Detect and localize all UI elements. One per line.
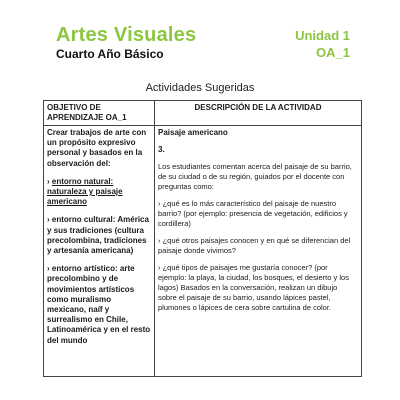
header-left bbox=[56, 24, 196, 61]
description-column-header: DESCRIPCIÓN DE LA ACTIVIDAD bbox=[155, 101, 362, 126]
objective-bullet-cultural: › entorno cultural: América y sus tradiciones (cultura precolombina, tradiciones y artesanía americana) bbox=[47, 215, 149, 256]
description-cell bbox=[155, 126, 362, 377]
objective-bullet-artistic: › entorno artístico: arte precolombino y de movimientos artísticos como muralismo mexicano, naíf y surrealismo en Chile, Latinoamérica y en el resto del mundo bbox=[47, 264, 151, 345]
bullet-marker: › bbox=[47, 176, 52, 186]
document-subtitle: Cuarto Año Básico bbox=[56, 47, 164, 61]
bullet-natural-label: entorno natural: naturaleza y paisaje americano bbox=[47, 176, 123, 207]
table-row bbox=[44, 126, 362, 377]
activity-number: 3. bbox=[158, 145, 165, 154]
header-right bbox=[295, 27, 350, 61]
objective-intro: Crear trabajos de arte con un propósito expresivo personal y basados en la observación del: bbox=[47, 128, 147, 168]
oa-label: OA_1 bbox=[316, 45, 350, 60]
objective-cell bbox=[44, 126, 155, 377]
activities-table bbox=[43, 100, 362, 377]
activity-title: Paisaje americano bbox=[158, 128, 228, 137]
table-header-row bbox=[44, 101, 362, 126]
activity-question-1: › ¿qué es lo más característico del paisaje de nuestro barrio? (por ejemplo: presencia de vegetación, edificios y cordillera) bbox=[158, 199, 348, 228]
objective-column-header: OBJETIVO DE APRENDIZAJE OA_1 bbox=[44, 101, 155, 126]
document-title: Artes Visuales bbox=[56, 24, 197, 46]
activity-question-3: › ¿qué tipos de paisajes me gustaría conocer? (por ejemplo: la playa, la ciudad, los bosques, el desierto y los lagos) Basados en la conversación, realizan un dibujo sobre el paisaje de su barrio, usando lápices pastel, plumones o lápices de cera sobre cartulina de color. bbox=[158, 263, 349, 312]
objective-bullet-natural bbox=[47, 177, 151, 208]
activity-paragraph: Los estudiantes comentan acerca del paisaje de su barrio, de su ciudad o de su región, guiados por el docente con preguntas como: bbox=[158, 162, 352, 191]
activity-question-2: › ¿qué otros paisajes conocen y en qué se diferencian del paisaje donde vivimos? bbox=[158, 236, 351, 255]
unit-label: Unidad 1 bbox=[295, 28, 350, 43]
section-title: Actividades Sugeridas bbox=[145, 82, 255, 94]
